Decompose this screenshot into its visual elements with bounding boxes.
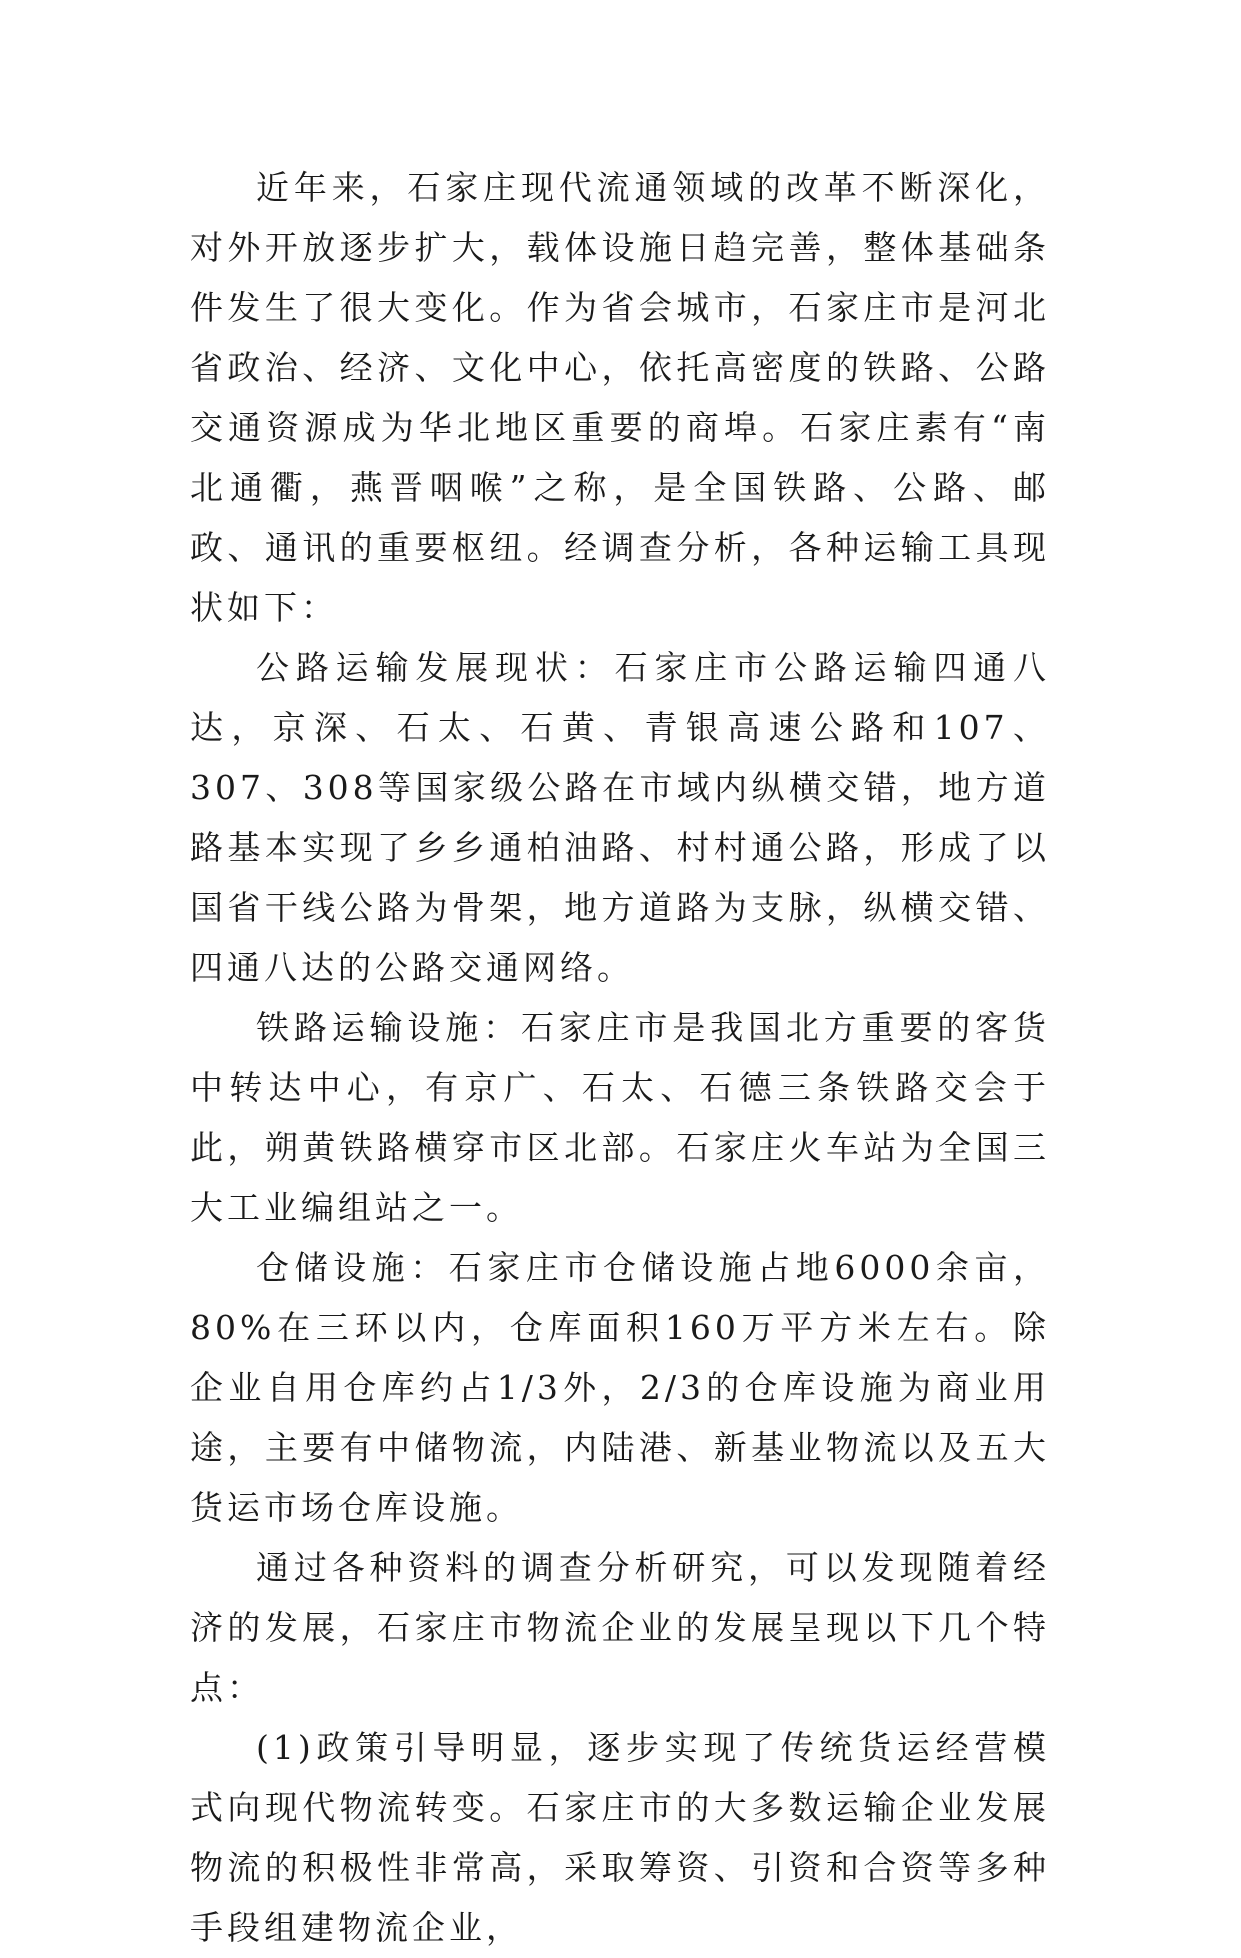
paragraph-point-1: (1)政策引导明显，逐步实现了传统货运经营模式向现代物流转变。石家庄市的大多数运输企业发展物流的积极性非常高，采取筹资、引资和合资等多种手段组建物流企业， — [190, 1728, 1050, 1947]
paragraph-intro: 近年来，石家庄现代流通领域的改革不断深化，对外开放逐步扩大，载体设施日趋完善，整体基础条件发生了很大变化。作为省会城市，石家庄市是河北省政治、经济、文化中心，依托高密度的铁路、公路交通资源成为华北地区重要的商埠。石家庄素有“南北通衢，燕晋咽喉”之称，是全国铁路、公路、邮政、通讯的重要枢纽。经调查分析，各种运输工具现状如下： — [190, 168, 1050, 627]
paragraph-storage: 仓储设施：石家庄市仓储设施占地6000余亩，80%在三环以内，仓库面积160万平方米左右。除企业自用仓库约占1/3外，2/3的仓库设施为商业用途，主要有中储物流，内陆港、新基业物流以及五大货运市场仓库设施。 — [190, 1248, 1050, 1527]
paragraph-analysis: 通过各种资料的调查分析研究，可以发现随着经济的发展，石家庄市物流企业的发展呈现以下几个特点： — [190, 1548, 1050, 1707]
paragraph-highway: 公路运输发展现状：石家庄市公路运输四通八达，京深、石太、石黄、青银高速公路和107、307、308等国家级公路在市域内纵横交错，地方道路基本实现了乡乡通柏油路、村村通公路，形成了以国省干线公路为骨架，地方道路为支脉，纵横交错、四通八达的公路交通网络。 — [190, 648, 1050, 987]
paragraph-railway: 铁路运输设施：石家庄市是我国北方重要的客货中转达中心，有京广、石太、石德三条铁路交会于此，朔黄铁路横穿市区北部。石家庄火车站为全国三大工业编组站之一。 — [190, 1008, 1050, 1227]
document-body — [190, 158, 1050, 1958]
